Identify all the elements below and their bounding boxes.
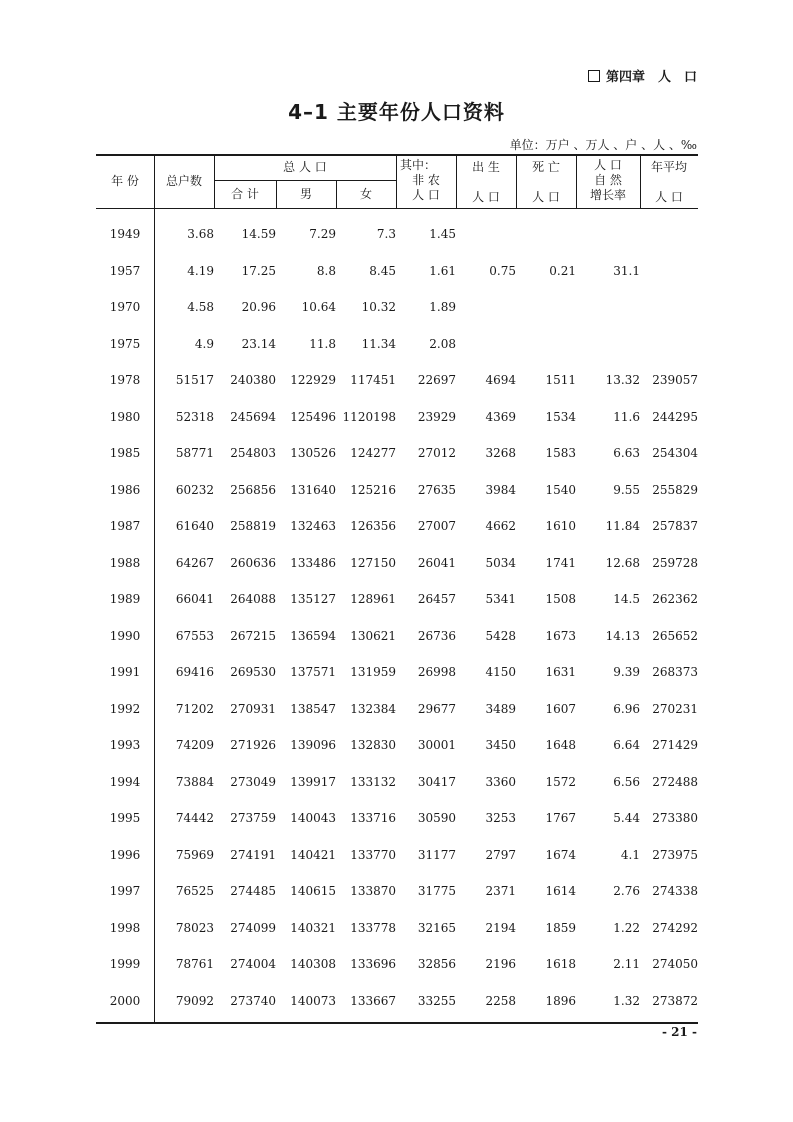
cell-households: 78023 [175,920,214,935]
header-bottom-rule [96,208,698,209]
cell-births: 2196 [485,957,516,972]
cell-births [456,216,516,253]
header-year: 年 份 [111,174,139,188]
cell-births: 0.75 [489,263,516,278]
cell-nonagri: 30001 [417,738,456,753]
cell-nonagri: 23929 [417,409,456,424]
cell-nonagri: 26041 [417,555,456,570]
cell-births: 3253 [485,811,516,826]
cell-avg-population: 254304 [652,446,698,461]
header-births-line2: 人 口 [472,190,500,204]
cell-avg-population: 274050 [652,957,698,972]
cell-female: 130621 [350,628,396,643]
cell-total: 256856 [230,482,276,497]
table-row [96,253,698,290]
header-avg-line1: 年平均 [650,160,687,174]
header-deaths [516,160,576,205]
cell-nonagri: 1.45 [429,227,456,242]
cell-births: 3360 [485,774,516,789]
cell-female: 126356 [350,519,396,534]
header-female: 女 [359,187,372,201]
cell-year: 1957 [109,263,141,278]
cell-growth-rate: 2.76 [613,884,640,899]
cell-births: 2194 [485,920,516,935]
header-growth-line1: 人 口 [594,158,622,172]
cell-deaths: 1534 [545,409,576,424]
cell-year: 1949 [109,227,141,242]
cell-year: 1993 [109,738,141,753]
cell-households: 3.68 [187,227,214,242]
cell-births: 2797 [485,847,516,862]
cell-births: 3489 [485,701,516,716]
cell-deaths: 1610 [545,519,576,534]
cell-male: 137571 [290,665,336,680]
cell-avg-population: 270231 [652,701,698,716]
cell-births: 3984 [485,482,516,497]
cell-male: 125496 [290,409,336,424]
population-table [96,216,698,1019]
cell-growth-rate: 6.56 [613,774,640,789]
cell-total: 273740 [230,993,276,1008]
cell-nonagri: 26998 [417,665,456,680]
cell-households: 4.19 [187,263,214,278]
cell-deaths: 0.21 [549,263,576,278]
cell-nonagri: 33255 [417,993,456,1008]
cell-male: 140308 [290,957,336,972]
cell-year: 1999 [109,957,141,972]
cell-deaths: 1572 [545,774,576,789]
cell-deaths: 1631 [545,665,576,680]
cell-year: 1991 [109,665,141,680]
cell-nonagri: 26736 [417,628,456,643]
cell-female: 117451 [350,373,396,388]
header-avg-line2: 人 口 [655,190,683,204]
cell-total: 17.25 [241,263,276,278]
cell-households: 64267 [175,555,214,570]
cell-female: 128961 [350,592,396,607]
cell-households: 71202 [175,701,214,716]
cell-year: 1996 [109,847,141,862]
table-row [96,691,698,728]
cell-nonagri: 29677 [417,701,456,716]
cell-total: 273759 [230,811,276,826]
table-row [96,910,698,947]
header-total-population: 总 人 口 [283,160,327,174]
cell-births: 4662 [485,519,516,534]
header-nonagri-line1: 其中： [400,158,437,172]
header-total: 合 计 [231,187,259,201]
cell-deaths: 1540 [545,482,576,497]
cell-growth-rate [576,289,640,326]
cell-births: 4150 [485,665,516,680]
cell-avg-population: 268373 [652,665,698,680]
cell-total: 271926 [230,738,276,753]
cell-growth-rate: 6.96 [613,701,640,716]
cell-total: 274004 [230,957,276,972]
header-deaths-line1: 死 亡 [532,160,560,174]
cell-households: 52318 [175,409,214,424]
cell-births: 3450 [485,738,516,753]
table-row [96,764,698,801]
cell-deaths: 1673 [545,628,576,643]
cell-avg-population: 239057 [652,373,698,388]
cell-year: 1988 [109,555,141,570]
cell-year: 1990 [109,628,141,643]
table-row [96,983,698,1020]
cell-births: 5341 [485,592,516,607]
cell-total: 23.14 [241,336,276,351]
cell-births: 4369 [485,409,516,424]
cell-year: 1998 [109,920,141,935]
cell-nonagri: 32165 [417,920,456,935]
cell-nonagri: 30590 [417,811,456,826]
cell-growth-rate [576,216,640,253]
header-nonagri-line3: 人 口 [412,188,440,202]
cell-total: 240380 [230,373,276,388]
cell-total: 254803 [230,446,276,461]
cell-growth-rate: 14.13 [605,628,640,643]
cell-male: 122929 [290,373,336,388]
cell-deaths: 1614 [545,884,576,899]
cell-nonagri: 22697 [417,373,456,388]
chapter-label: 第四章 人 口 [605,70,697,85]
cell-avg-population: 265652 [652,628,698,643]
cell-nonagri: 32856 [417,957,456,972]
cell-growth-rate: 11.6 [613,409,640,424]
table-row [96,399,698,436]
header-growth-line3: 增长率 [589,188,626,202]
table-row [96,289,698,326]
cell-year: 1978 [109,373,141,388]
cell-male: 131640 [290,482,336,497]
cell-households: 4.9 [194,336,214,351]
cell-year: 1995 [109,811,141,826]
table-row [96,654,698,691]
table-row [96,508,698,545]
square-icon [588,70,600,82]
cell-male: 139096 [290,738,336,753]
cell-female: 133716 [350,811,396,826]
cell-nonagri: 2.08 [429,336,456,351]
cell-deaths [516,326,576,363]
cell-growth-rate [576,326,640,363]
subheader-rule [214,180,396,181]
cell-avg-population: 262362 [652,592,698,607]
table-row [96,946,698,983]
cell-households: 79092 [175,993,214,1008]
cell-avg-population: 273380 [652,811,698,826]
cell-female: 11.34 [361,336,396,351]
cell-avg-population [640,216,698,253]
cell-growth-rate: 4.1 [620,847,640,862]
cell-male: 140321 [290,920,336,935]
header-deaths-line2: 人 口 [532,190,560,204]
cell-deaths: 1583 [545,446,576,461]
cell-male: 136594 [290,628,336,643]
cell-male: 140421 [290,847,336,862]
cell-households: 76525 [175,884,214,899]
cell-avg-population: 273872 [652,993,698,1008]
chapter-marker [588,66,697,85]
page-title: 4–1 主要年份人口资料 [288,100,505,124]
cell-female: 133132 [350,774,396,789]
cell-households: 78761 [175,957,214,972]
table-row [96,618,698,655]
cell-male: 132463 [290,519,336,534]
cell-male: 11.8 [309,336,336,351]
cell-male: 133486 [290,555,336,570]
cell-growth-rate: 9.55 [613,482,640,497]
cell-female: 132830 [350,738,396,753]
header-households: 总户数 [165,174,202,188]
cell-households: 66041 [175,592,214,607]
cell-avg-population [640,326,698,363]
cell-year: 1992 [109,701,141,716]
cell-deaths [516,216,576,253]
cell-male: 10.64 [301,300,336,315]
cell-deaths: 1896 [545,993,576,1008]
cell-female: 133778 [350,920,396,935]
cell-households: 69416 [175,665,214,680]
cell-growth-rate: 14.5 [613,592,640,607]
cell-growth-rate: 12.68 [605,555,640,570]
cell-female: 131959 [350,665,396,680]
cell-female: 10.32 [361,300,396,315]
header-births [456,160,516,205]
header-births-line1: 出 生 [472,160,500,174]
table-row [96,837,698,874]
table-row [96,581,698,618]
cell-households: 73884 [175,774,214,789]
table-row [96,873,698,910]
cell-year: 1987 [109,519,141,534]
header-growth-line2: 自 然 [594,173,622,187]
cell-deaths: 1508 [545,592,576,607]
unit-note: 单位：万户 、万人 、户 、人 、‰ [509,138,697,152]
cell-growth-rate: 6.64 [613,738,640,753]
cell-female: 7.3 [376,227,396,242]
cell-total: 274191 [230,847,276,862]
cell-growth-rate: 31.1 [613,263,640,278]
cell-births: 5428 [485,628,516,643]
cell-avg-population: 274338 [652,884,698,899]
cell-avg-population: 257837 [652,519,698,534]
cell-deaths: 1607 [545,701,576,716]
cell-growth-rate: 9.39 [613,665,640,680]
cell-nonagri: 1.61 [429,263,456,278]
cell-female: 133770 [350,847,396,862]
cell-households: 60232 [175,482,214,497]
cell-households: 74209 [175,738,214,753]
cell-growth-rate: 6.63 [613,446,640,461]
table-row [96,326,698,363]
cell-year: 1970 [109,300,141,315]
cell-avg-population [640,289,698,326]
cell-growth-rate: 1.22 [613,920,640,935]
cell-avg-population: 272488 [652,774,698,789]
cell-avg-population: 271429 [652,738,698,753]
cell-nonagri: 27007 [417,519,456,534]
cell-households: 58771 [175,446,214,461]
cell-deaths: 1648 [545,738,576,753]
header-average-population [640,160,698,205]
cell-female: 127150 [350,555,396,570]
cell-nonagri: 31177 [417,847,456,862]
cell-total: 14.59 [241,227,276,242]
table-body [96,216,698,1019]
cell-deaths: 1741 [545,555,576,570]
cell-year: 1997 [109,884,141,899]
cell-year: 1994 [109,774,141,789]
cell-nonagri: 1.89 [429,300,456,315]
table-row [96,472,698,509]
cell-male: 7.29 [309,227,336,242]
cell-total: 274099 [230,920,276,935]
cell-nonagri: 27012 [417,446,456,461]
cell-growth-rate: 2.11 [613,957,640,972]
cell-male: 130526 [290,446,336,461]
cell-female: 133696 [350,957,396,972]
cell-households: 74442 [175,811,214,826]
cell-total: 269530 [230,665,276,680]
cell-total: 267215 [230,628,276,643]
cell-male: 140073 [290,993,336,1008]
cell-male: 139917 [290,774,336,789]
cell-households: 67553 [175,628,214,643]
header-nonagri [396,158,456,203]
cell-births [456,326,516,363]
cell-avg-population [640,253,698,290]
cell-growth-rate: 1.32 [613,993,640,1008]
cell-nonagri: 27635 [417,482,456,497]
cell-female: 132384 [350,701,396,716]
cell-avg-population: 255829 [652,482,698,497]
cell-deaths: 1859 [545,920,576,935]
cell-year: 1989 [109,592,141,607]
cell-year: 1985 [109,446,141,461]
cell-female: 133667 [350,993,396,1008]
cell-births: 4694 [485,373,516,388]
cell-total: 260636 [230,555,276,570]
cell-total: 245694 [230,409,276,424]
cell-households: 4.58 [187,300,214,315]
table-row [96,545,698,582]
cell-male: 8.8 [316,263,336,278]
cell-avg-population: 244295 [652,409,698,424]
cell-total: 264088 [230,592,276,607]
cell-deaths: 1674 [545,847,576,862]
table-row [96,362,698,399]
cell-growth-rate: 11.84 [605,519,640,534]
cell-growth-rate: 13.32 [605,373,640,388]
cell-total: 20.96 [241,300,276,315]
cell-male: 140043 [290,811,336,826]
cell-deaths [516,289,576,326]
cell-total: 270931 [230,701,276,716]
cell-growth-rate: 5.44 [613,811,640,826]
cell-avg-population: 274292 [652,920,698,935]
cell-male: 138547 [290,701,336,716]
cell-births [456,289,516,326]
cell-births: 2371 [485,884,516,899]
table-row [96,435,698,472]
cell-avg-population: 259728 [652,555,698,570]
cell-female: 1120198 [342,409,396,424]
cell-births: 3268 [485,446,516,461]
cell-year: 2000 [109,993,141,1008]
cell-deaths: 1618 [545,957,576,972]
cell-male: 135127 [290,592,336,607]
cell-nonagri: 26457 [417,592,456,607]
cell-nonagri: 30417 [417,774,456,789]
cell-female: 124277 [350,446,396,461]
cell-avg-population: 273975 [652,847,698,862]
table-row [96,727,698,764]
cell-households: 51517 [175,373,214,388]
page-number: - 21 - [661,1025,697,1039]
header-growth-rate [576,158,640,203]
table-bottom-rule [96,1022,698,1024]
cell-total: 274485 [230,884,276,899]
cell-year: 1986 [109,482,141,497]
cell-births: 2258 [485,993,516,1008]
header-male: 男 [299,187,312,201]
cell-female: 8.45 [369,263,396,278]
cell-male: 140615 [290,884,336,899]
table-row [96,216,698,253]
cell-households: 61640 [175,519,214,534]
cell-total: 273049 [230,774,276,789]
cell-households: 75969 [175,847,214,862]
table-top-rule [96,154,698,156]
cell-deaths: 1767 [545,811,576,826]
cell-year: 1975 [109,336,141,351]
cell-nonagri: 31775 [417,884,456,899]
cell-total: 258819 [230,519,276,534]
cell-female: 133870 [350,884,396,899]
header-nonagri-line2: 非 农 [412,173,440,187]
cell-deaths: 1511 [545,373,576,388]
cell-births: 5034 [485,555,516,570]
cell-female: 125216 [350,482,396,497]
cell-year: 1980 [109,409,141,424]
table-row [96,800,698,837]
